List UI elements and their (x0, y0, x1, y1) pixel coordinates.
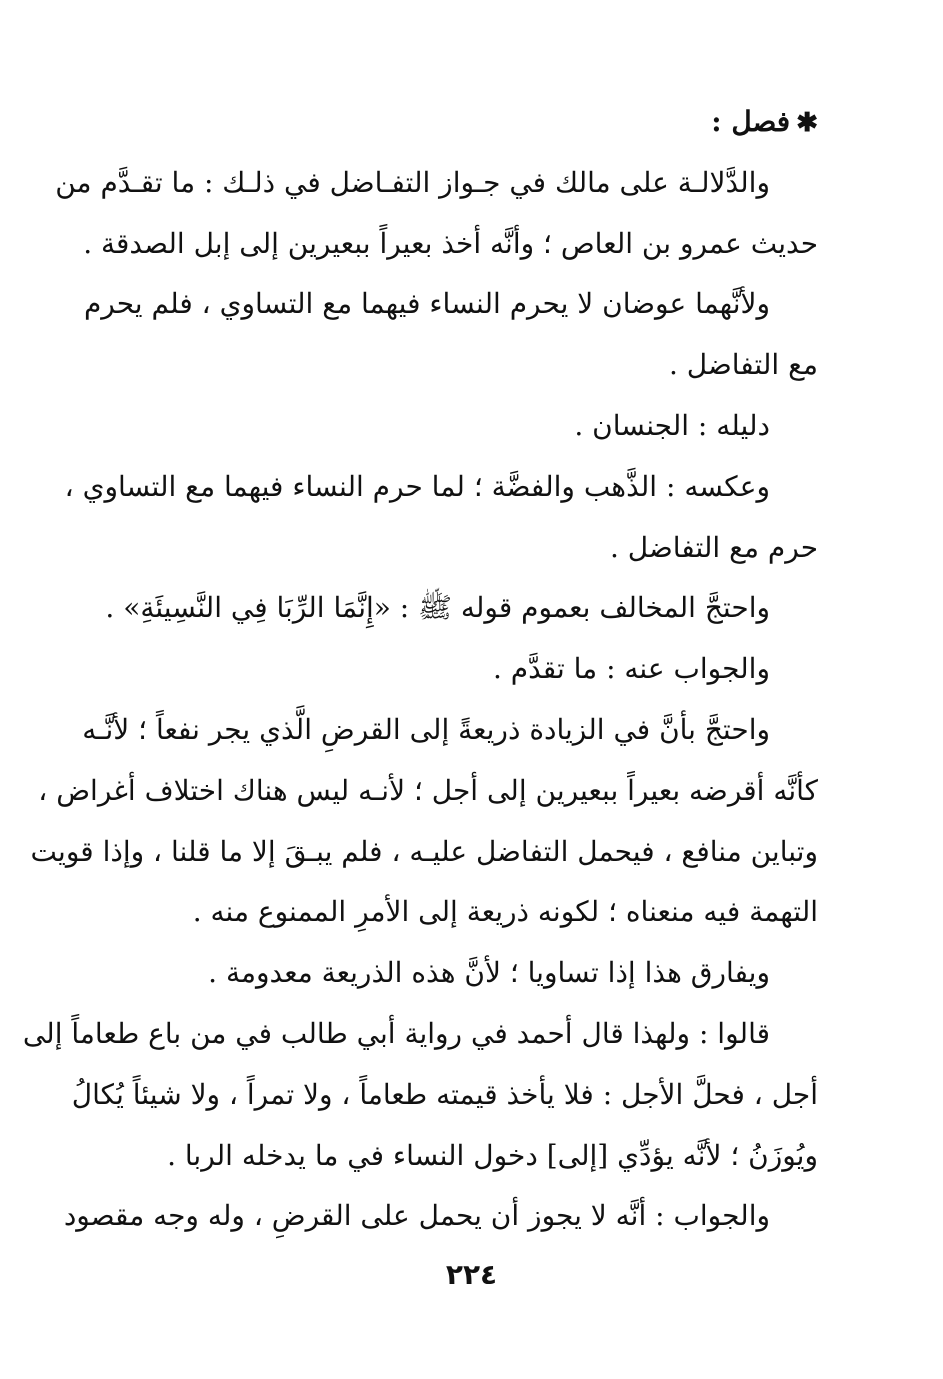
star-icon: ✱ (796, 108, 818, 138)
text-line: دليله : الجنسان . (574, 408, 770, 442)
text-line: وتباين منافع ، فيحمل التفاضل عليـه ، فلم يبـقَ إلا ما قلنا ، وإذا قويت (30, 834, 818, 868)
page-number: ٢٢٤ (445, 1258, 498, 1291)
body-text (22, 92, 818, 1247)
text-line: ويفارق هذا إذا تساويا ؛ لأنَّ هذه الذريعة معدومة . (208, 956, 770, 990)
text-line: والجواب عنه : ما تقدَّم . (492, 652, 770, 686)
text-line: أجل ، فحلَّ الأجل : فلا يأخذ قيمته طعاماً ، ولا تمراً ، ولا شيئاً يُكالُ (71, 1077, 818, 1111)
text-line: ويُوزَنُ ؛ لأنَّه يؤدِّي [إلى] دخول النساء في ما يدخله الربا . (167, 1138, 818, 1172)
text-line: كأنَّه أقرضه بعيراً ببعيرين إلى أجل ؛ لأنـه ليس هناك اختلاف أغراض ، (38, 773, 818, 807)
section-heading (103, 92, 818, 153)
text-line: واحتجَّ بأنَّ في الزيادة ذريعةً إلى القرضِ الَّذي يجر نفعاً ؛ لأنَّـه (82, 712, 770, 746)
text-line: حديث عمرو بن العاص ؛ وأنَّه أخذ بعيراً ببعيرين إلى إبل الصدقة . (83, 226, 818, 260)
section-heading-label: فصل : (711, 105, 791, 138)
text-line: مع التفاضل . (668, 348, 818, 382)
text-line: والدَّلالـة على مالك في جـواز التفـاضل في ذلـك : ما تقـدَّم من (55, 165, 770, 199)
text-line: وعكسه : الذَّهب والفضَّة ؛ لما حرم النساء فيهما مع التساوي ، (64, 469, 770, 503)
text-line: والجواب : أنَّه لا يجوز أن يحمل على القرضِ ، وله وجه مقصود (63, 1199, 770, 1233)
text-line: قالوا : ولهذا قال أحمد في رواية أبي طالب في من باع طعاماً إلى (22, 1016, 770, 1050)
text-line: التهمة فيه منعناه ؛ لكونه ذريعة إلى الأمرِ الممنوع منه . (192, 895, 818, 929)
text-line: واحتجَّ المخالف بعموم قوله ﷺ : «إِنَّمَا الرِّبَا فِي النَّسِيئَةِ» . (105, 591, 770, 625)
text-line: ولأنَّهما عوضان لا يحرم النساء فيهما مع التساوي ، فلم يحرم (83, 287, 770, 321)
text-line: حرم مع التفاضل . (609, 530, 818, 564)
